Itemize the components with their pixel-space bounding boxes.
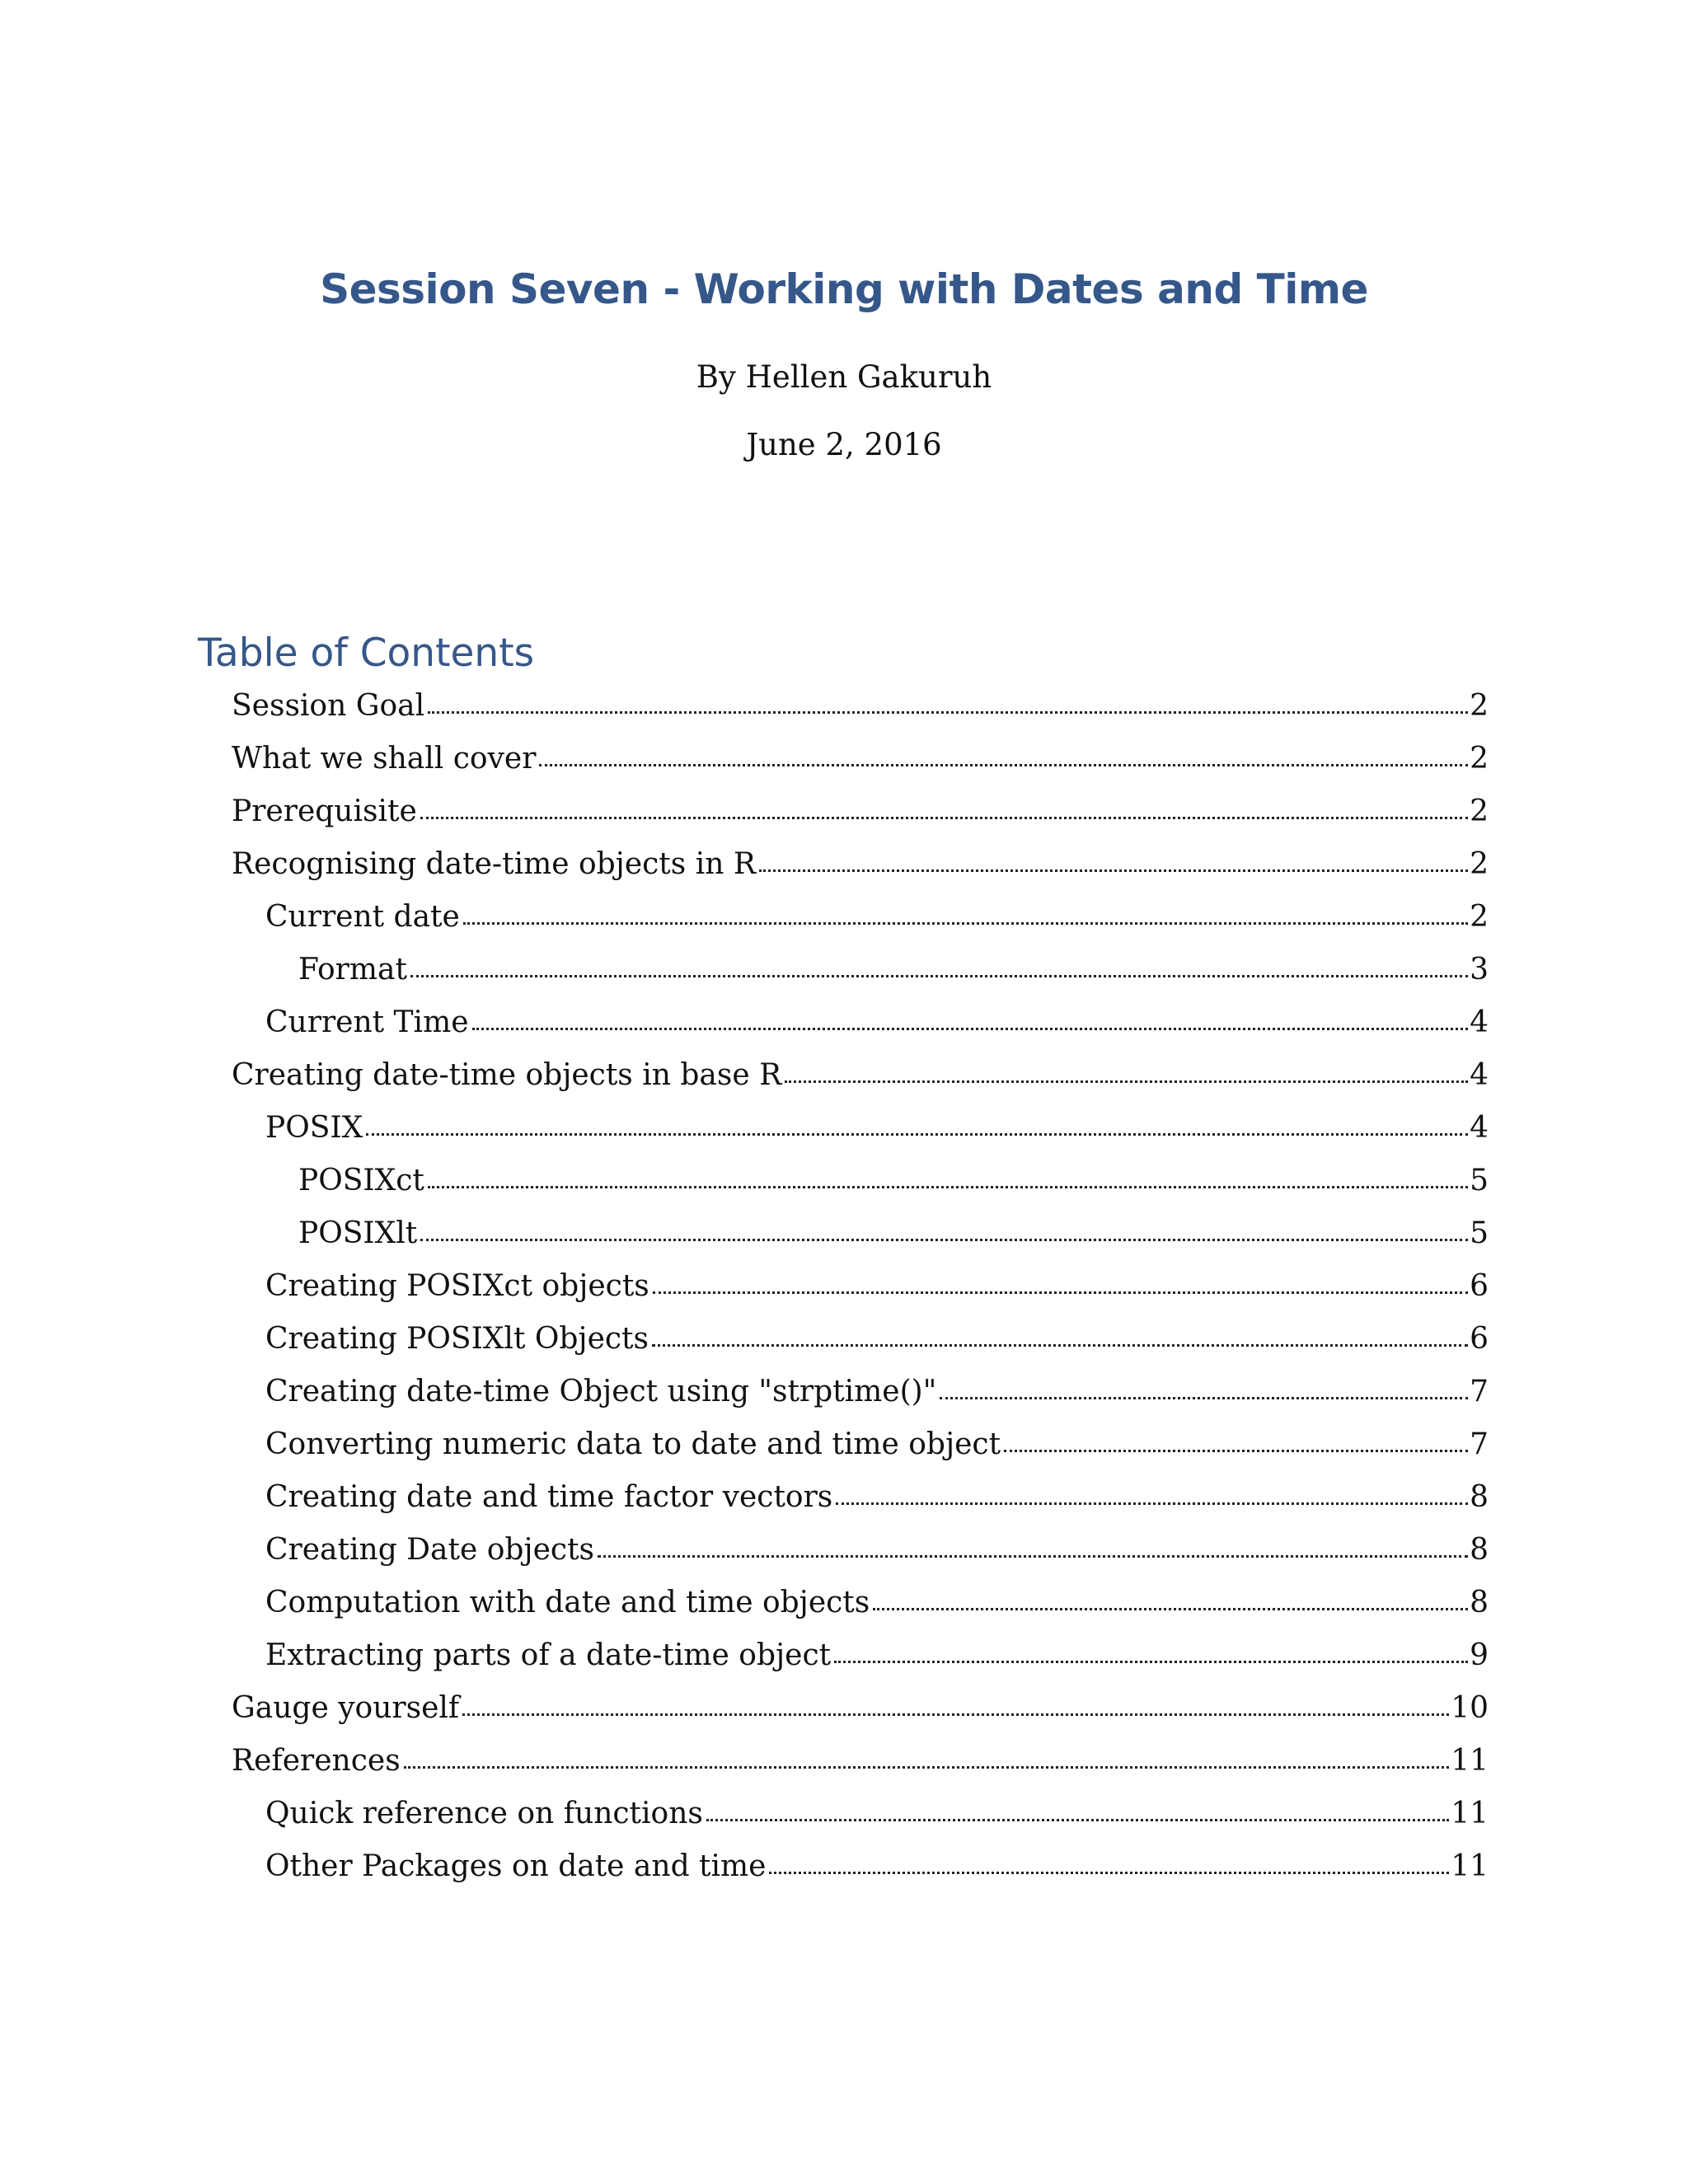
toc-entry-title: Session Goal xyxy=(232,689,425,723)
toc-leader-dots xyxy=(598,1552,1468,1558)
toc-leader-dots xyxy=(653,1288,1468,1294)
toc-entry-title: POSIX xyxy=(265,1111,363,1145)
toc-entry-title: References xyxy=(232,1744,401,1778)
toc-leader-dots xyxy=(940,1394,1468,1399)
toc-entry-page: 2 xyxy=(1470,794,1489,828)
toc-entry-page: 11 xyxy=(1451,1797,1489,1830)
toc-leader-dots xyxy=(769,1868,1449,1874)
toc-entry-page: 7 xyxy=(1470,1375,1489,1408)
toc-entry-title: Recognising date-time objects in R xyxy=(232,847,756,881)
toc-leader-dots xyxy=(366,1130,1468,1136)
toc-entry[interactable] xyxy=(232,1055,1489,1096)
document-date: June 2, 2016 xyxy=(746,427,942,462)
toc-leader-dots xyxy=(420,813,1468,819)
toc-entry-page: 2 xyxy=(1470,847,1489,881)
toc-entry-page: 4 xyxy=(1470,1058,1489,1092)
toc-entry[interactable] xyxy=(232,738,1489,780)
toc-leader-dots xyxy=(873,1605,1468,1610)
toc-entry[interactable] xyxy=(265,1266,1489,1307)
toc-leader-dots xyxy=(834,1657,1468,1663)
document-author: By Hellen Gakuruh xyxy=(696,359,992,395)
toc-entry-title: Computation with date and time objects xyxy=(265,1586,870,1619)
toc-entry[interactable] xyxy=(265,1846,1489,1887)
toc-entry-page: 6 xyxy=(1470,1269,1489,1303)
toc-entry[interactable] xyxy=(265,1424,1489,1465)
toc-entry-page: 5 xyxy=(1470,1216,1489,1250)
toc-leader-dots xyxy=(1004,1446,1468,1452)
toc-entry[interactable] xyxy=(298,1160,1489,1202)
toc-entry[interactable] xyxy=(232,1741,1489,1782)
toc-entry-page: 6 xyxy=(1470,1322,1489,1356)
toc-entry-page: 11 xyxy=(1451,1849,1489,1883)
toc-entry[interactable] xyxy=(265,1002,1489,1043)
toc-entry[interactable] xyxy=(265,1371,1489,1413)
toc-leader-dots xyxy=(404,1763,1450,1769)
toc-leader-dots xyxy=(836,1499,1468,1505)
toc-entry[interactable] xyxy=(265,1108,1489,1149)
toc-entry[interactable] xyxy=(265,1477,1489,1518)
document-title: Session Seven - Working with Dates and Time xyxy=(320,265,1368,313)
toc-leader-dots xyxy=(428,1183,1468,1188)
toc-entry[interactable] xyxy=(265,1530,1489,1571)
toc-entry[interactable] xyxy=(265,1582,1489,1624)
toc-heading: Table of Contents xyxy=(198,630,535,676)
toc-entry-page: 4 xyxy=(1470,1111,1489,1145)
toc-entry-page: 9 xyxy=(1470,1638,1489,1672)
toc-entry[interactable] xyxy=(232,844,1489,885)
toc-entry-title: Converting numeric data to date and time object xyxy=(265,1427,1001,1461)
toc-entry[interactable] xyxy=(298,949,1489,991)
toc-leader-dots xyxy=(410,972,1468,977)
toc-entry-page: 2 xyxy=(1470,742,1489,776)
toc-entry-page: 11 xyxy=(1451,1744,1489,1778)
toc-entry[interactable] xyxy=(232,1688,1489,1729)
toc-entry-title: POSIXlt xyxy=(298,1216,418,1250)
toc-leader-dots xyxy=(472,1024,1469,1030)
toc-entry-title: Prerequisite xyxy=(232,794,417,828)
toc-entry-page: 10 xyxy=(1451,1691,1489,1725)
toc-entry-page: 2 xyxy=(1470,900,1489,934)
toc-entry[interactable] xyxy=(265,1319,1489,1360)
toc-entry-title: Creating POSIXct objects xyxy=(265,1269,649,1303)
toc-entry-title: Current Time xyxy=(265,1005,469,1039)
toc-leader-dots xyxy=(652,1341,1468,1347)
toc-entry-title: POSIXct xyxy=(298,1164,424,1197)
toc-entry-title: Quick reference on functions xyxy=(265,1797,703,1830)
toc-entry-page: 5 xyxy=(1470,1164,1489,1197)
toc-entry-title: Current date xyxy=(265,900,460,934)
toc-entry-title: Other Packages on date and time xyxy=(265,1849,767,1883)
toc-entry-page: 8 xyxy=(1470,1533,1489,1567)
toc-entry-title: Extracting parts of a date-time object xyxy=(265,1638,832,1672)
toc-entry-title: Format xyxy=(298,953,407,987)
toc-leader-dots xyxy=(420,1235,1468,1241)
toc-leader-dots xyxy=(759,866,1468,872)
toc-entry-title: Creating date-time Object using "strptime()" xyxy=(265,1375,937,1408)
toc-entry-page: 8 xyxy=(1470,1586,1489,1619)
toc-entry-page: 4 xyxy=(1470,1005,1489,1039)
toc-entry-page: 8 xyxy=(1470,1480,1489,1514)
toc-entry[interactable] xyxy=(265,1635,1489,1676)
toc-entry[interactable] xyxy=(265,897,1489,938)
toc-entry-title: Creating date-time objects in base R xyxy=(232,1058,782,1092)
toc-leader-dots xyxy=(706,1816,1449,1821)
toc-leader-dots xyxy=(539,761,1468,766)
toc-entry-title: Creating date and time factor vectors xyxy=(265,1480,833,1514)
toc-entry-title: Gauge yourself xyxy=(232,1691,460,1725)
toc-entry[interactable] xyxy=(265,1793,1489,1835)
toc-entry[interactable] xyxy=(298,1213,1489,1254)
toc-leader-dots xyxy=(428,708,1468,714)
toc-entry-title: Creating Date objects xyxy=(265,1533,595,1567)
toc-entry[interactable] xyxy=(232,686,1489,727)
toc-leader-dots xyxy=(462,1710,1449,1716)
toc-entry[interactable] xyxy=(232,791,1489,832)
toc-entry-page: 7 xyxy=(1470,1427,1489,1461)
toc-entry-page: 3 xyxy=(1470,953,1489,987)
toc-leader-dots xyxy=(463,919,1468,925)
toc-entry-page: 2 xyxy=(1470,689,1489,723)
toc-leader-dots xyxy=(785,1077,1468,1083)
toc-entry-title: Creating POSIXlt Objects xyxy=(265,1322,649,1356)
toc-entry-title: What we shall cover xyxy=(232,742,537,776)
